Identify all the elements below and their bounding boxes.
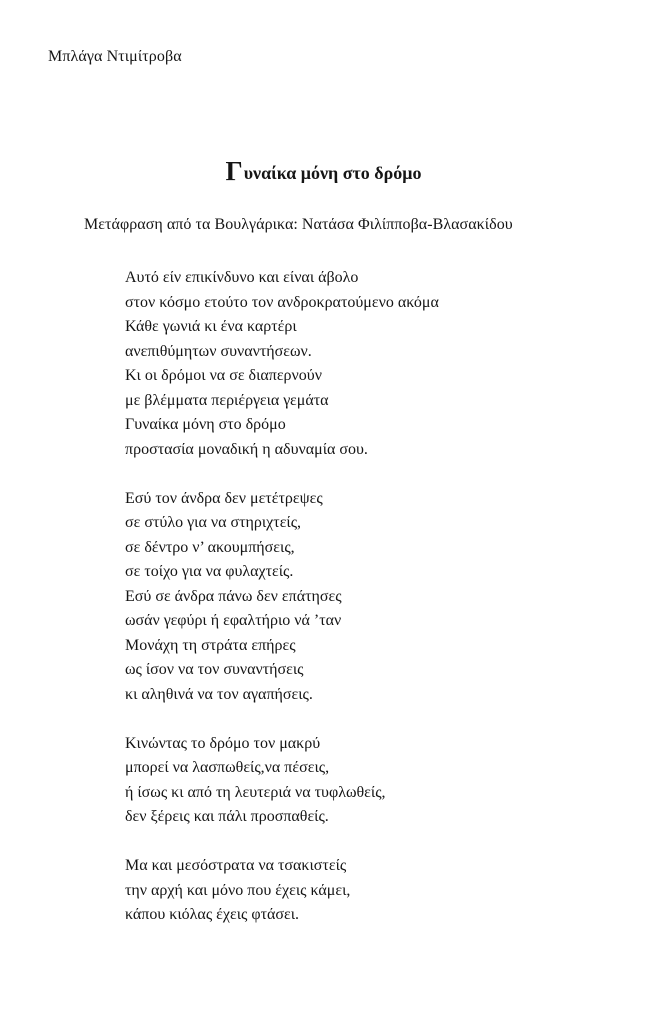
stanza [125,266,439,462]
poem-line: Κινώντας το δρόμο τον μακρύ [125,734,321,752]
poem-line: Κι οι δρόμοι να σε διαπερνούν [125,367,322,384]
poem-line: δεν ξέρεις και πάλι προσπαθείς. [125,808,329,825]
poem-line: Μα και μεσόστρατα να τσακιστείς [125,857,347,874]
poem-line: Μονάχη τη στράτα επήρες [125,636,296,654]
poem-line: Εσύ τον άνδρα δεν μετέτρεψες [125,489,323,507]
poem-line: ωσάν γεφύρι ή εφαλτήριο νά ’ταν [125,612,342,629]
translator-credit: Μετάφραση από τα Βουλγάρικα: Νατάσα Φιλίπποβα-Βλασακίδου [84,216,513,233]
poem-line: μπορεί να λασπωθείς,να πέσεις, [125,759,330,776]
poem-line: Αυτό είν επικίνδυνο και είναι άβολο [125,269,359,286]
title-rest: υναίκα μόνη στο δρόμο [243,163,422,183]
poem-line: σε τοίχο για να φυλαχτείς. [125,563,294,580]
poem-line: ως ίσον να τον συναντήσεις [125,661,304,678]
poem-line: κι αληθινά να τον αγαπήσεις. [125,685,313,703]
stanza [125,854,439,928]
poem-line: σε δέντρο ν’ ακουμπήσεις, [125,538,295,556]
poem-line: με βλέμματα περιέργεια γεμάτα [125,391,329,409]
poem-line: σε στύλο για να στηριχτείς, [125,514,302,531]
poem-line: την αρχή και μόνο που έχεις κάμει, [125,881,351,899]
poem-line: ανεπιθύμητων συναντήσεων. [125,342,312,360]
author-name: Μπλάγα Ντιμίτροβα [48,48,182,65]
poem-title [0,156,647,187]
poem-body [125,266,439,952]
poem-line: Κάθε γωνιά κι ένα καρτέρι [125,318,297,335]
poem-line: Εσύ σε άνδρα πάνω δεν επάτησες [125,587,342,605]
stanza [125,487,439,708]
poem-line: ή ίσως κι από τη λευτεριά να τυφλωθείς, [125,783,386,801]
poem-line: Γυναίκα μόνη στο δρόμο [125,416,286,433]
poem-line: κάπου κιόλας έχεις φτάσει. [125,906,300,923]
poem-line: προστασία μοναδική η αδυναμία σου. [125,440,368,458]
stanza [125,732,439,830]
title-initial: Γ [225,156,243,186]
poem-line: στον κόσμο ετούτο τον ανδροκρατούμενο ακόμα [125,293,439,311]
